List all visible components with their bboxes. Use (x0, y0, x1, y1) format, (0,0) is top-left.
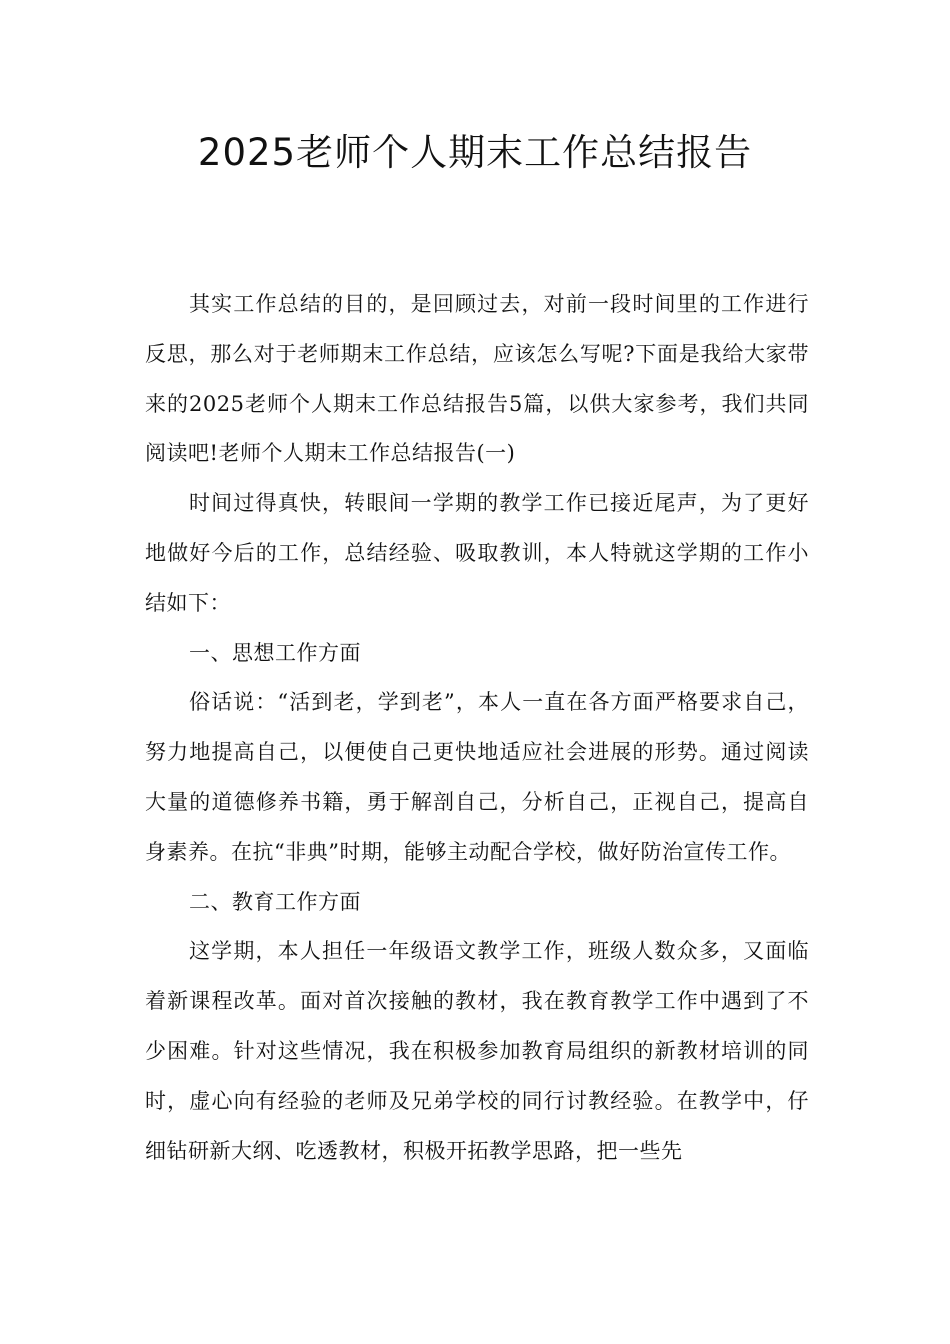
section-heading-ideology: 一、思想工作方面 (189, 640, 361, 665)
paragraph-ideology: 俗话说：“活到老，学到老”，本人一直在各方面严格要求自己，努力地提高自己，以便使自己更快地适应社会进展的形势。通过阅读大量的道德修养书籍，勇于解剖自己，分析自己，正视自己，提高自身素养。在抗“非典”时期，能够主动配合学校，做好防治宣传工作。 (145, 690, 809, 864)
paragraph-opening: 时间过得真快，转眼间一学期的教学工作已接近尾声，为了更好地做好今后的工作，总结经验、吸取教训，本人特就这学期的工作小结如下： (145, 491, 809, 615)
document-title: 2025老师个人期末工作总结报告 (197, 131, 753, 174)
paragraph-intro: 其实工作总结的目的，是回顾过去，对前一段时间里的工作进行反思，那么对于老师期末工作总结，应该怎么写呢?下面是我给大家带来的2025老师个人期末工作总结报告5篇，以供大家参考，我们共同阅读吧!老师个人期末工作总结报告(一) (145, 292, 809, 466)
document-body (145, 280, 809, 1176)
section-heading-education: 二、教育工作方面 (189, 889, 361, 914)
paragraph-education: 这学期，本人担任一年级语文教学工作，班级人数众多，又面临着新课程改革。面对首次接触的教材，我在教育教学工作中遇到了不少困难。针对这些情况，我在积极参加教育局组织的新教材培训的同时，虚心向有经验的老师及兄弟学校的同行讨教经验。在教学中，仔细钻研新大纲、吃透教材，积极开拓教学思路，把一些先 (145, 939, 809, 1163)
